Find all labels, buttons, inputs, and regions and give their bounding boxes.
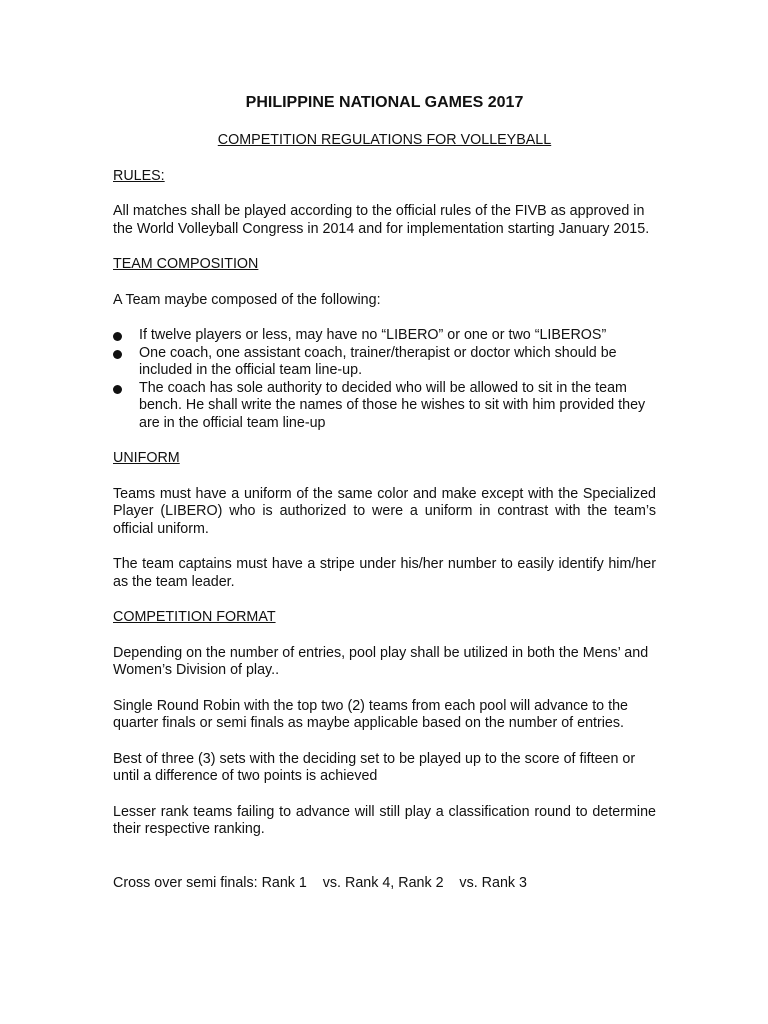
list-item [113,345,656,380]
rules-text: All matches shall be played according to the official rules of the FIVB as approved in the World Volleyball Congress in 2014 and for implementation starting January 2015. [113,203,650,237]
bullet-icon [113,385,122,394]
document-subtitle: COMPETITION REGULATIONS FOR VOLLEYBALL [217,132,552,148]
uniform-heading: UNIFORM [113,450,180,466]
spacer [113,857,656,875]
competition-format-paragraph-2: Single Round Robin with the top two (2) teams from each pool will advance to the quarter finals or semi finals as maybe applicable based on the number of entries. [113,697,628,731]
list-item [113,380,656,433]
uniform-paragraph-2: The team captains must have a stripe under his/her number to easily identify him/her as the team leader. [113,556,656,590]
bullet-icon [113,350,122,359]
document-page [113,94,656,910]
bullet-icon [113,332,122,341]
team-composition-list [113,327,656,432]
list-item-text: If twelve players or less, may have no “LIBERO” or one or two “LIBEROS” [139,327,607,343]
team-composition-intro: A Team maybe composed of the following: [113,291,381,308]
competition-format-paragraph-4: Lesser rank teams failing to advance will still play a classification round to determine their respective ranking. [113,803,656,837]
competition-format-paragraph-5: Cross over semi finals: Rank 1 vs. Rank 4, Rank 2 vs. Rank 3 [113,874,527,891]
team-composition-heading: TEAM COMPOSITION [113,256,259,272]
list-item-text: One coach, one assistant coach, trainer/therapist or doctor which should be included in the official team line-up. [139,344,617,378]
uniform-paragraph-1: Teams must have a uniform of the same color and make except with the Specialized Player (LIBERO) who is authorized to were a uniform in contrast with the team’s official uniform. [113,485,656,537]
competition-format-paragraph-1: Depending on the number of entries, pool play shall be utilized in both the Mens’ and Women’s Division of play.. [113,644,649,678]
competition-format-heading: COMPETITION FORMAT [113,609,276,625]
rules-heading: RULES: [113,167,165,184]
list-item [113,327,656,345]
document-title: PHILIPPINE NATIONAL GAMES 2017 [245,94,524,111]
list-item-text: The coach has sole authority to decided who will be allowed to sit in the team bench. He shall write the names of those he wishes to sit with him provided they are in the official team line-up [139,379,646,431]
competition-format-paragraph-3: Best of three (3) sets with the deciding set to be played up to the score of fifteen or until a difference of two points is achieved [113,750,636,784]
